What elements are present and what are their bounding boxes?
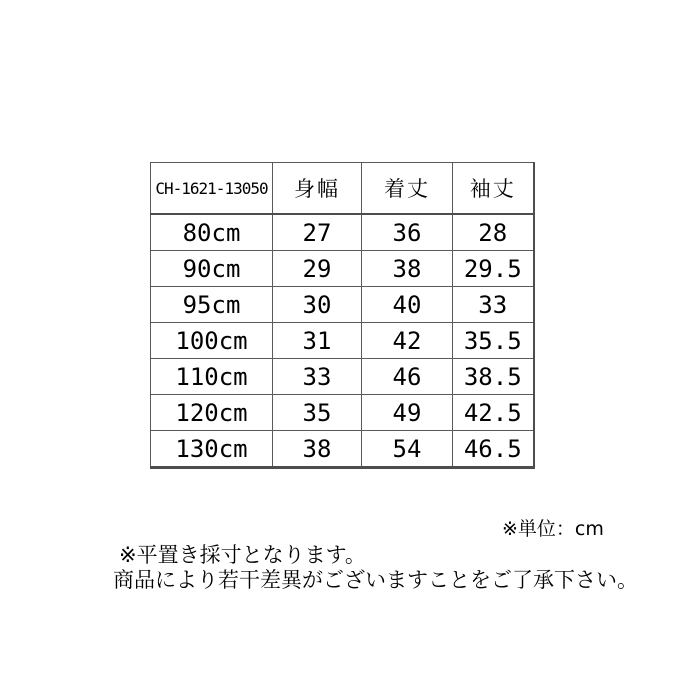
sleeve-length-cell: 46.5 [453, 431, 534, 468]
body-width-cell: 31 [273, 323, 362, 359]
sleeve-length-cell: 38.5 [453, 359, 534, 395]
unit-note: ※単位：cm [502, 518, 604, 540]
body-width-cell: 27 [273, 214, 362, 251]
note-line-1: ※平置き採寸となります。 [119, 543, 366, 567]
body-width-cell: 29 [273, 251, 362, 287]
col-header-body-width: 身幅 [273, 163, 362, 215]
sleeve-length-cell: 33 [453, 287, 534, 323]
table-row [151, 287, 534, 323]
size-cell: 120cm [151, 395, 273, 431]
table-row [151, 359, 534, 395]
table-row [151, 214, 534, 251]
col-header-garment-length: 着丈 [362, 163, 453, 215]
size-cell: 110cm [151, 359, 273, 395]
garment-length-cell: 36 [362, 214, 453, 251]
table-row [151, 395, 534, 431]
model-code-cell: CH-1621-13050 [151, 163, 273, 215]
body-width-cell: 30 [273, 287, 362, 323]
sleeve-length-cell: 28 [453, 214, 534, 251]
table-header-row [151, 163, 534, 215]
size-cell: 130cm [151, 431, 273, 468]
table-row [151, 431, 534, 468]
sleeve-length-cell: 42.5 [453, 395, 534, 431]
garment-length-cell: 49 [362, 395, 453, 431]
table-row [151, 251, 534, 287]
size-cell: 95cm [151, 287, 273, 323]
note-line-2: 商品により若干差異がございますことをご了承下さい。 [113, 568, 638, 592]
sleeve-length-cell: 29.5 [453, 251, 534, 287]
sleeve-length-cell: 35.5 [453, 323, 534, 359]
garment-length-cell: 42 [362, 323, 453, 359]
size-cell: 80cm [151, 214, 273, 251]
garment-length-cell: 54 [362, 431, 453, 468]
garment-length-cell: 38 [362, 251, 453, 287]
table-row [151, 323, 534, 359]
size-table [150, 162, 535, 469]
garment-length-cell: 46 [362, 359, 453, 395]
size-cell: 100cm [151, 323, 273, 359]
body-width-cell: 38 [273, 431, 362, 468]
measurement-notes [113, 543, 638, 593]
col-header-sleeve-length: 袖丈 [453, 163, 534, 215]
body-width-cell: 33 [273, 359, 362, 395]
garment-length-cell: 40 [362, 287, 453, 323]
body-width-cell: 35 [273, 395, 362, 431]
size-cell: 90cm [151, 251, 273, 287]
